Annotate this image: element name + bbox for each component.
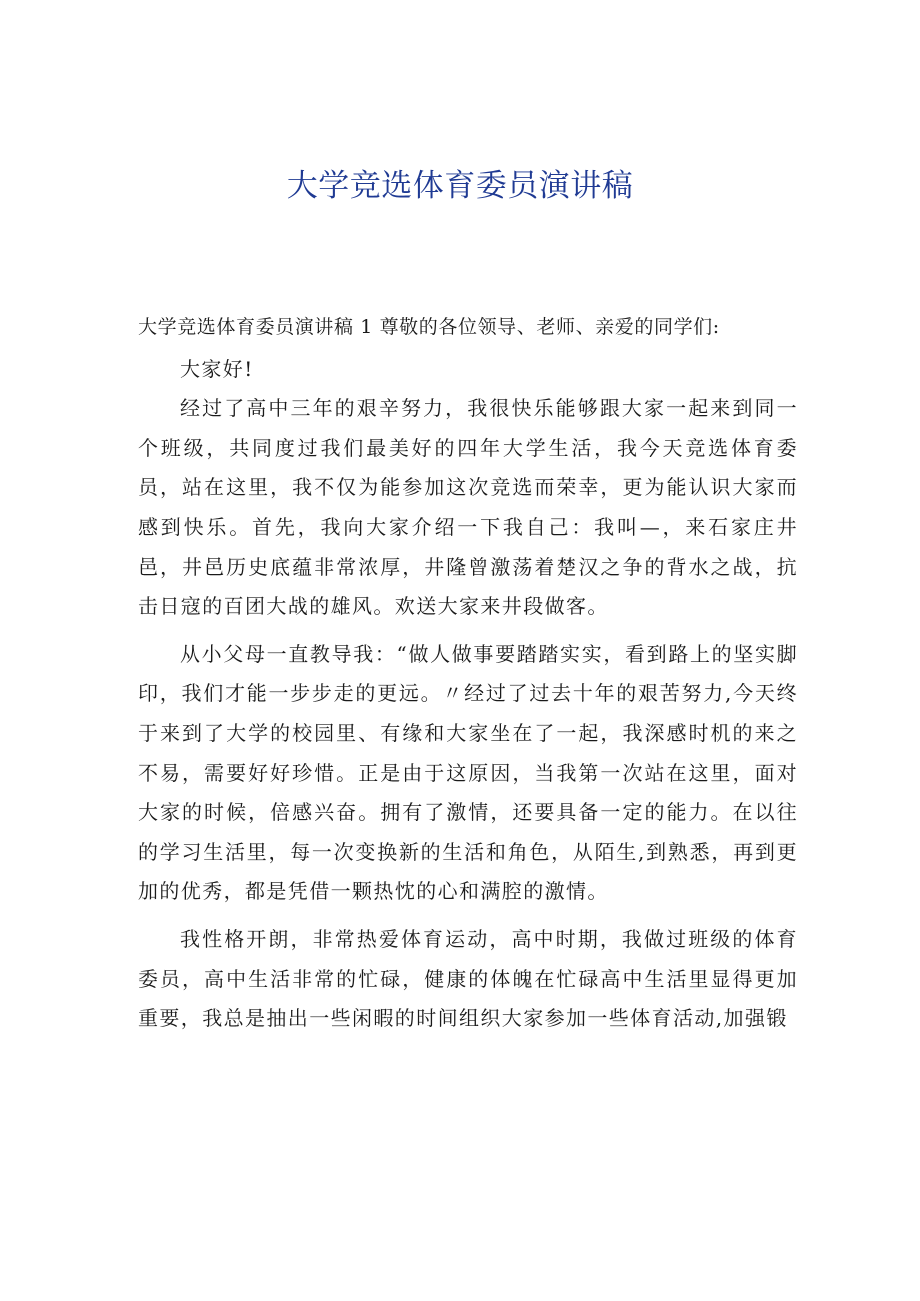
paragraph-self-introduction: 经过了高中三年的艰辛努力，我很快乐能够跟大家一起来到同一个班级，共同度过我们最美好的四年大学生活，我今天竞选体育委员，站在这里，我不仅为能参加这次竞选而荣幸，更为能认识大家而感到快乐。首先，我向大家介绍一下我自己：我叫—，来石家庄井邑，井邑历史底蕴非常浓厚，井隆曾激荡着楚汉之争的背水之战，抗击日寇的百团大战的雄风。欢送大家来井段做客。: [138, 396, 798, 619]
paragraph-personality: 我性格开朗，非常热爱体育运动，高中时期，我做过班级的体育委员，高中生活非常的忙碌，健康的体魄在忙碌高中生活里显得更加重要，我总是抽出一些闲暇的时间组织大家参加一些体育活动,加强锻: [138, 926, 798, 1031]
paragraph-parents-teaching: 从小父母一直教导我：“做人做事要踏踏实实，看到路上的坚实脚印，我们才能一步步走的更远。〃经过了过去十年的艰苦努力,今天终于来到了大学的校园里、有缘和大家坐在了一起，我深感时机的来之不易，需要好好珍惜。正是由于这原因，当我第一次站在这里，面对大家的时候，倍感兴奋。拥有了激情，还要具备一定的能力。在以往的学习生活里，每一次变换新的生活和角色，从陌生,到熟悉，再到更加的优秀，都是凭借一颗热忱的心和满腔的激情。: [138, 641, 798, 904]
intro-line: 大学竞选体育委员演讲稿 1 尊敬的各位领导、老师、亲爱的同学们:: [138, 316, 720, 338]
document-body: [138, 308, 798, 1039]
greeting-paragraph: 大家好!: [180, 356, 254, 381]
document-title: 大学竞选体育委员演讲稿: [286, 168, 634, 204]
